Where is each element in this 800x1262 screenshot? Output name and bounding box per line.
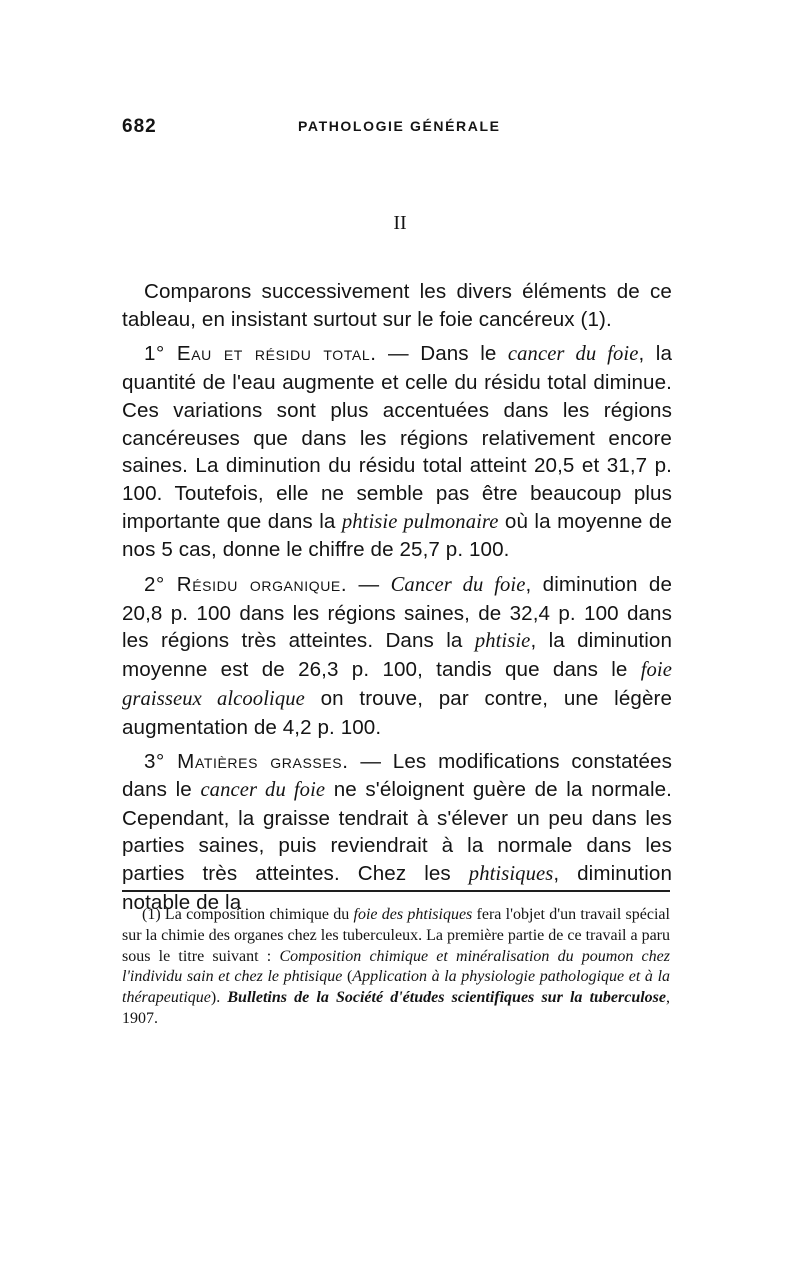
italic-run: phtisiques [468,863,554,886]
italic-run: Composition chimique et minéralisation du poumon chez l'individu sain et chez le phtisique [122,947,670,986]
text-run: — Dans le [376,342,508,366]
italic-run: Cancer du foie [390,574,526,597]
text-run: , la diminution moyenne est de 26,3 p. 100, tandis que dans le [122,629,672,682]
text-run: — [347,573,391,597]
text-run: — Les modifications constatées dans le [122,750,672,801]
text-run: (1) La composition chimique du [142,906,354,923]
text-run: fera l'objet d'un travail spécial sur la chimie des organes chez les tuberculeux. La première partie de ce travail a paru sous le titre suivant : [122,906,670,965]
main-text [122,278,672,916]
text-run: où la moyenne de nos 5 cas, donne le chiffre de 25,7 p. 100. [122,509,672,562]
paragraph-eau-residu [122,340,672,564]
italic-run: phtisie [474,630,531,653]
text-run: , la quantité de l'eau augmente et celle du résidu total diminue. Ces variations sont plus accentuées dans les régions cancéreuses que dans les régions relativement encore saines. La diminution du résidu total atteint 20,5 et 31,7 p. 100. Toutefois, elle ne semble pas être beaucoup plus importante que dans la [122,342,673,533]
paragraph-residu-organique [122,571,672,741]
text-run: ). [210,989,228,1007]
text-run: , diminution de 20,8 p. 100 dans les régions saines, de 32,4 p. 100 dans les régions très atteintes. Dans la [122,573,673,653]
page-number: 682 [122,116,157,137]
italic-run: cancer du foie [200,778,326,801]
text-run: ne s'éloignent guère de la normale. Cependant, la graisse tendrait à s'élever un peu dans les parties saines, puis reviendrait à la normale dans les parties très atteintes. Chez les [122,777,673,886]
journal-title: Bulletins de la Société d'études scientifiques sur la tuberculose [227,989,667,1007]
italic-run: phtisie pulmonaire [341,510,499,533]
italic-run: foie des phtisiques [353,906,473,923]
text-run: , 1907. [122,989,671,1027]
italic-run: cancer du foie [507,343,639,366]
section-number: II [393,212,407,234]
footnote [122,905,670,1030]
running-title: PATHOLOGIE GÉNÉRALE [298,118,501,134]
text-run: , diminution notable de la [122,862,672,914]
paragraph-label: 2° Résidu organique. [144,573,348,597]
intro-text: Comparons successivement les divers éléments de ce tableau, en insistant surtout sur le foie cancéreux (1). [122,280,672,331]
footnote-paragraph [122,905,670,1030]
intro-paragraph [122,278,672,333]
paragraph-label: 3° Matières grasses. [144,750,349,774]
page-header [122,116,678,140]
footnote-rule [122,890,670,892]
text-run: on trouve, par contre, une légère augmentation de 4,2 p. 100. [122,686,673,739]
text-run: ( [342,968,353,986]
paragraph-label: 1° Eau et résidu total. [144,342,377,366]
italic-run: foie graisseux alcoolique [122,659,672,710]
italic-run: Application à la physiologie pathologique et à la thérapeutique [122,968,671,1007]
